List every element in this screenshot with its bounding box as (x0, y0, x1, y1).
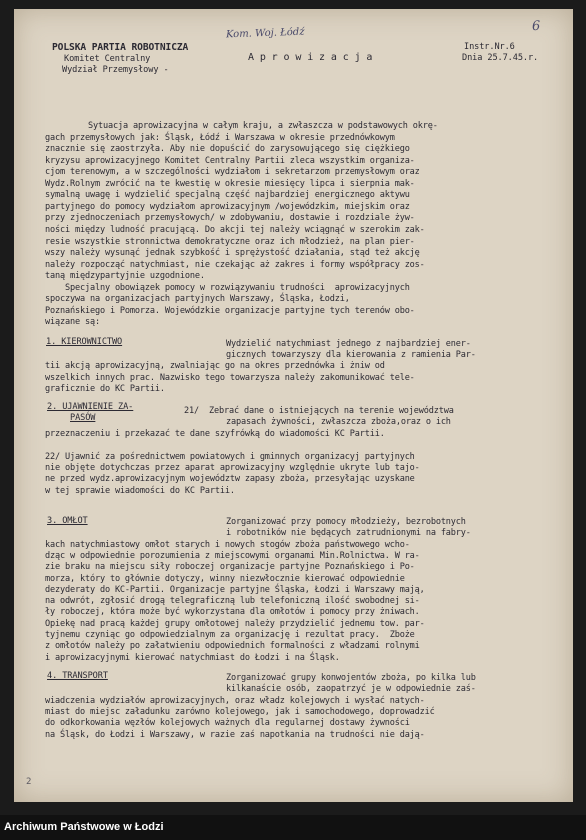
document-subject: A p r o w i z a c j a (248, 52, 373, 63)
intro-line: Sytuacja aprowizacyjna w całym kraju, a zwłaszcza w podstawowych okrę- (88, 121, 438, 131)
sec3-line: na Śląsk, do Łodzi i Warszawy, w razie zaś napotkania na trudności nie dają- (45, 729, 425, 740)
sec2-line: morza, który to głównie dotyczy, winny niezwłocznie kierować odpowiednie (45, 573, 405, 584)
sec1-line: 22/ Ujawnić za pośrednictwem powiatowych i gminnych organizacyj partyjnych (45, 451, 415, 462)
sec2-line: i aprowizacyjnymi kierować natychmiast do Łodzi i na Śląsk. (45, 652, 340, 663)
section-heading-kierownictwo: 1. KIEROWNICTWO (46, 337, 123, 347)
handwritten-page-mark: 6 (531, 18, 541, 35)
sec2-line: i robotników nie będących zatrudnionymi na fabry- (226, 528, 471, 539)
sec2-line: Zorganizować przy pomocy młodzieży, bezrobotnych (226, 517, 466, 527)
sec2-line: dząc w odpowiednie porozumienia z miejscowymi organami Min.Rolnictwa. W ra- (45, 550, 420, 561)
sec2-line: tyjnemu czyniąc go odpowiedzialnym za organizację i rezultat pracy. Zboże (45, 630, 415, 640)
intro-line: Specjalny obowiązek pomocy w rozwiązywaniu trudności aprowizacyjnych (45, 282, 410, 293)
sec3-line: do odkorkowania węzłów kolejowych ważnych dla regularnej dostawy żywności (45, 718, 410, 729)
document-date: Dnia 25.7.45.r. (462, 53, 539, 63)
sec2-line: kach natychmiastowy omłot starych i nowych stogów zboża państwowego wcho- (45, 539, 410, 550)
intro-line: spoczywa na organizacjach partyjnych Warszawy, Śląska, Łodzi, (45, 294, 350, 305)
intro-line: kryzysu aprowizacyjnego Komitet Centralny Partii zleca wszystkim organiza- (45, 155, 415, 166)
org-department: Wydział Przemysłowy - (62, 65, 169, 75)
section-heading-transport: 4. TRANSPORT (47, 671, 108, 681)
intro-line: cjom terenowym, a w szczególności wydziałom i sekretarzom przemysłowym oraz (45, 167, 420, 178)
intro-line: gach przemysłowych jak: Śląsk, Łódź i Warszawa w okresie przednówkowym (45, 132, 395, 143)
intro-line: znacznie się zaostrzyła. Aby nie dopuścić do zarysowującego się ciężkiego (45, 144, 410, 155)
archive-footer: Archiwum Państwowe w Łodzi (0, 815, 586, 840)
sec2-line: dezyderaty do KC-Partii. Organizacje partyjne Śląska, Łodzi i Warszawy mają, (45, 584, 425, 595)
org-name: POLSKA PARTIA ROBOTNICZA (52, 42, 189, 53)
intro-line: symalną uwagę i wydzielić specjalną część najbardziej energicznego aktywu (45, 190, 410, 201)
sec1-line: 21/ Zebrać dane o istniejących na terenie województwa (184, 406, 454, 416)
sec3-line: Zorganizować grupy konwojentów zboża, po kilka lub (226, 673, 476, 683)
intro-line: taną międzypartyjnie uzgodnione. (45, 271, 205, 282)
sec1-line: zapasach żywności, zwłaszcza zboża,oraz o ich (226, 417, 451, 428)
sec3-line: miast do miejsc załadunku zarówno kolejowego, jak i samochodowego, doprowadzić (45, 706, 435, 717)
intro-line: wszy należy wysunąć jednak szybkość i sprężystość działania, stąd też akcję (45, 248, 420, 259)
intro-line: resie wszystkie stronnictwa demokratyczne oraz ich młodzież, na plan pier- (45, 236, 415, 247)
section-heading-omlot: 3. OMŁOT (47, 516, 88, 526)
handwritten-note: Kom. Woj. Łódź (225, 26, 305, 41)
intro-line: wiązane są: (45, 317, 100, 328)
page-number: 2 (26, 777, 32, 787)
intro-line: należy rozpocząć natychmiast, nie czekając aż zakres i formy współpracy zos- (45, 259, 425, 270)
org-committee: Komitet Centralny (64, 54, 151, 64)
sec2-line: na odwrót, zgłosić drogą telegraficzną lub telefoniczną ilość swobodnej si- (45, 596, 420, 607)
sec1-line: nie objęte dotychczas przez aparat aprowizacyjny względnie ukryte lub tajo- (45, 463, 420, 473)
sec0-line: Wydzielić natychmiast jednego z najbardziej ener- (226, 339, 471, 349)
intro-line: Poznańskiego i Pomorza. Wojewódzkie organizacje partyjne tych terenów obo- (45, 305, 415, 316)
intro-line: ności między ludność pracującą. Do akcji tej należy wciągnąć w szerokim zak- (45, 224, 425, 235)
section-heading-ujawnienie: 2. UJAWNIENIE ZA- (47, 402, 134, 412)
intro-line: partyjnego do pomocy wydziałom aprowizacyjnym /wojewódzkim, miejskim oraz (45, 201, 410, 212)
sec1-line: przeznaczeniu i przekazać te dane szyfrówką do wiadomości KC Partii. (45, 428, 385, 439)
document-page (14, 9, 573, 802)
sec0-line: tii akcją aprowizacyjną, zwalniając go na okres przednówka i żniw od (45, 361, 385, 372)
section-heading-ujawnienie-cont: PASÓW (70, 413, 96, 423)
sec2-line: Opiekę nad pracą każdej grupy omłotowej należy przydzielić jednemu tow. par- (45, 618, 425, 629)
intro-line: przy zjednoczeniach przemysłowych/ w zdobywaniu, dostawie i rozdziale żyw- (45, 213, 415, 224)
sec3-line: kilkanaście osób, zaopatrzyć je w odpowiednie zaś- (226, 684, 476, 695)
instruction-number: Instr.Nr.6 (464, 42, 515, 52)
sec1-line: w tej sprawie wiadomości do KC Partii. (45, 485, 235, 496)
sec3-line: wiadczenia wydziałów aprowizacyjnych, oraz władz kolejowych i wysłać natych- (45, 695, 425, 706)
sec0-line: gicznych towarzyszy dla kierowania z ramienia Par- (226, 350, 476, 361)
intro-line: Wydz.Rolnym zwrócić na te kwestię w okresie miesięcy lipca i sierpnia mak- (45, 178, 415, 189)
sec0-line: graficznie do KC Partii. (45, 383, 165, 394)
sec2-line: ły roboczej, która może być wykorzystana dla omłotów i pomocy przy żniwach. (45, 607, 420, 618)
sec0-line: wszelkich innych prac. Nazwisko tego towarzysza należy zakomunikować tele- (45, 372, 415, 383)
sec1-line: ne przed wydz.aprowizacyjnym województw zapasy zboża, przesyłając uzyskane (45, 474, 415, 485)
sec2-line: z omłotów należy po załatwieniu odpowiednich formalności z władzami rolnymi (45, 641, 420, 652)
sec2-line: zie braku na miejscu siły roboczej organizacje partyjne Poznańskiego i Po- (45, 562, 415, 573)
